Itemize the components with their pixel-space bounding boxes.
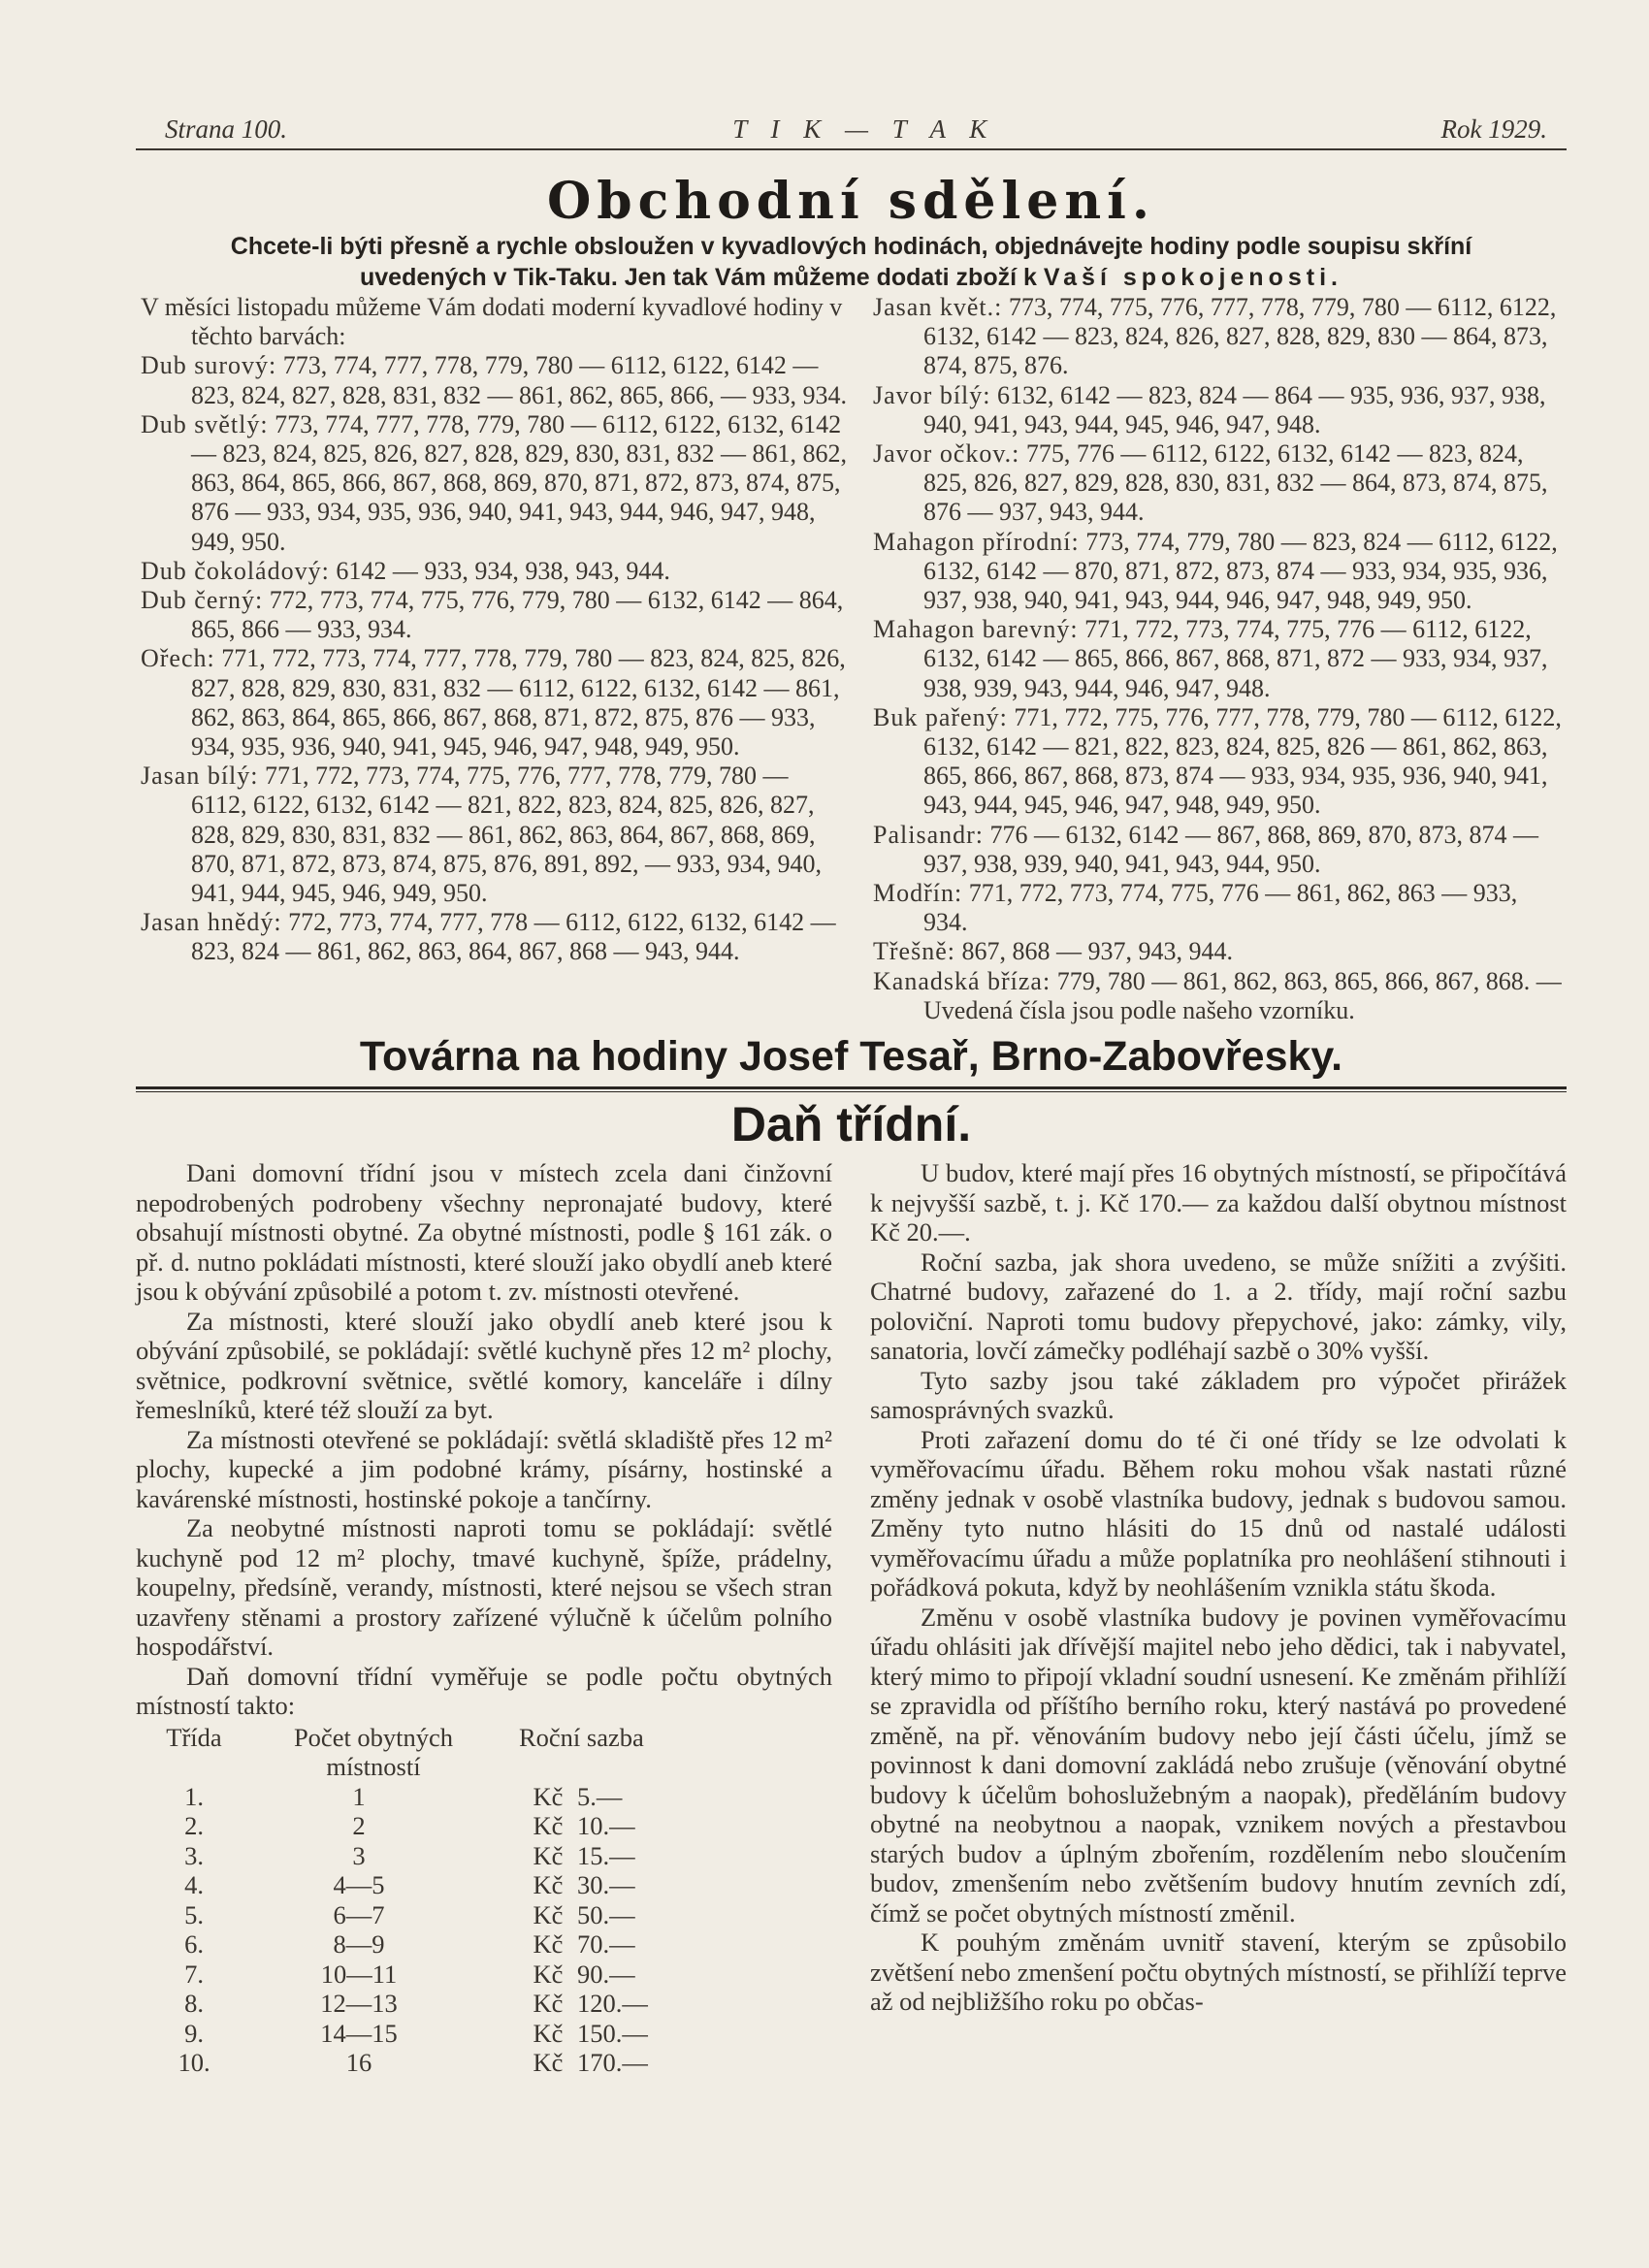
cell-rooms: 8—9 <box>333 1929 385 1960</box>
paragraph: Změnu v osobě vlastníka budovy je povinen vyměřovacímu úřadu ohlásiti jak dřívější majitel nebo jeho dědici, tak i nabyvatel, který mimo to připojí vkladní soudní usnesení. Ke změnám přihlíží se zpravidla od příštího berního roku, který nastává po provedené změně, na př. věnováním budovy nebo její části účelu, jímž se povinnost k dani domovní zakládá nebo zrušuje (věnování obytné budovy k účelům bohoslužebným a naopak), předěláním budovy obytné na neobytnou a naopak, vznikem nových a přestavbou starých budov a úplným zbořením, rozdělením nebo sloučením budov, zmenšením nebo zvětšením budovy hnutím zevních zdí, čímž se počet obytných místností změnil. <box>870 1602 1567 1928</box>
lead-line-1: Chcete-li býti přesně a rychle obsloužen v kyvadlových hodinách, objednávejte hodiny podle soupisu skříní <box>230 233 1472 260</box>
list-item <box>141 410 849 557</box>
cell-currency: Kč <box>533 2048 564 2078</box>
table-row <box>136 1811 832 1841</box>
cell-amount: 15.— <box>577 1840 635 1870</box>
tax-column-left <box>136 1158 832 2078</box>
list-item <box>873 528 1567 616</box>
entry-text: 773, 774, 777, 778, 779, 780 — 6112, 6122, 6132, 6142 — 823, 824, 825, 826, 827, 828, 829, 830, 831, 832 — 861, 862, 863, 864, 865, 866, 867, 868, 869, 870, 871, 872, 873, 874, 875, 876 — 933, 934, 935, 936, 940, 941, 943, 944, 946, 947, 948, 949, 950. <box>191 409 847 556</box>
tax-title: Daň třídní. <box>730 1097 972 1152</box>
paragraph: U budov, které mají přes 16 obytných místností, se připočítává k nejvyšší sazbě, t. j. Kč 170.— za každou další obytnou místnost Kč 20.—. <box>870 1158 1567 1247</box>
magazine-name: T I K — T A K <box>732 114 996 144</box>
entry-text: V měsíci listopadu můžeme Vám dodati moderní kyvadlové hodiny v těchto barvách: <box>141 293 843 351</box>
list-item <box>873 821 1567 879</box>
entry-text: 771, 772, 773, 774, 775, 776, 777, 778, 779, 780 — 6112, 6122, 6132, 6142 — 821, 822, 823, 824, 825, 826, 827, 828, 829, 830, 831, 832 — 861, 862, 863, 864, 867, 868, 869, 870, 871, 872, 873, 874, 875, 876, 891, 892, — 933, 934, 940, 941, 944, 945, 946, 949, 950. <box>191 761 822 908</box>
entry-name: Jasan bílý: <box>141 761 259 791</box>
list-item <box>873 937 1567 966</box>
notice-lead <box>146 231 1557 293</box>
cell-rooms: 1 <box>352 1781 366 1811</box>
cell-amount: 50.— <box>577 1899 635 1929</box>
entry-name: Jasan květ.: <box>873 293 1003 321</box>
cell-class: 5. <box>184 1899 204 1929</box>
list-item <box>141 761 849 908</box>
factory-signature: Továrna na hodiny Josef Tesař, Brno-Zabovřesky. <box>359 1033 1343 1081</box>
lead-line-2b: Vaší spokojenosti. <box>1043 264 1342 291</box>
entry-text: 773, 774, 777, 778, 779, 780 — 6112, 6122, 6142 — 823, 824, 827, 828, 831, 832 — 861, 862, 865, 866, — 933, 934. <box>191 351 847 409</box>
entry-text: 771, 772, 773, 774, 775, 776 — 6112, 6122, 6132, 6142 — 865, 866, 867, 868, 871, 872 — 933, 934, 937, 938, 939, 943, 944, 946, 947, 948. <box>923 615 1548 702</box>
cell-amount: 120.— <box>577 1989 648 2019</box>
entry-text: 773, 774, 775, 776, 777, 778, 779, 780 — 6112, 6122, 6132, 6142 — 823, 824, 826, 827, 828, 829, 830 — 864, 873, 874, 875, 876. <box>923 293 1557 380</box>
cell-class: 2. <box>184 1811 204 1841</box>
cell-rooms: 12—13 <box>320 1989 398 2019</box>
list-item <box>873 381 1567 439</box>
entry-name: Palisandr: <box>873 820 984 849</box>
list-item <box>873 967 1567 1025</box>
table-row <box>136 1989 832 2019</box>
entry-text: 779, 780 — 861, 862, 863, 865, 866, 867, 868. — Uvedená čísla jsou podle našeho vzorníku. <box>923 966 1562 1024</box>
cell-currency: Kč <box>533 1870 564 1900</box>
table-row <box>136 1841 832 1871</box>
paragraph: Za místnosti, které slouží jako obydlí aneb které jsou k obývání způsobilé, se pokládají: světlé kuchyně přes 12 m² plochy, světnice, podkrovní světnice, světlé komory, kanceláře i dílny řemeslníků, které též slouží za byt. <box>136 1306 832 1425</box>
tax-column-right <box>870 1158 1567 2078</box>
cell-currency: Kč <box>533 1989 564 2019</box>
entry-text: 772, 773, 774, 777, 778 — 6112, 6122, 6132, 6142 — 823, 824 — 861, 862, 863, 864, 867, 868 — 943, 944. <box>191 908 836 966</box>
entry-text: 771, 772, 773, 774, 775, 776 — 861, 862, 863 — 933, 934. <box>923 879 1518 937</box>
newspaper-page <box>136 114 1567 2078</box>
cell-rooms: 6—7 <box>333 1899 385 1929</box>
list-item <box>873 615 1567 703</box>
section-divider <box>136 1086 1567 1092</box>
entry-name: Javor bílý: <box>873 380 991 409</box>
cell-amount: 150.— <box>577 2018 648 2048</box>
table-row <box>136 1900 832 1930</box>
entry-text: 6142 — 933, 934, 938, 943, 944. <box>336 556 670 585</box>
cell-currency: Kč <box>533 1811 564 1841</box>
entry-name: Buk pařený: <box>873 702 1008 731</box>
cell-rooms: 10—11 <box>320 1959 398 1989</box>
table-row <box>136 2019 832 2049</box>
page-number: Strana 100. <box>165 114 288 144</box>
list-item <box>141 557 849 586</box>
cell-currency: Kč <box>533 1899 564 1929</box>
paragraph: Za místnosti otevřené se pokládají: světlá skladiště přes 12 m² plochy, kupecké a jim podobné krámy, písárny, hostinské a kavárenské místnosti, hostinské pokoje a tančírny. <box>136 1424 832 1513</box>
notice-title: Obchodní sdělení. <box>546 172 1156 231</box>
year: Rok 1929. <box>1440 114 1547 144</box>
entry-text: 6132, 6142 — 823, 824 — 864 — 935, 936, 937, 938, 940, 941, 943, 944, 945, 946, 947, 948. <box>923 380 1546 438</box>
cell-class: 3. <box>184 1840 204 1870</box>
entry-text: 775, 776 — 6112, 6122, 6132, 6142 — 823, 824, 825, 826, 827, 829, 828, 830, 831, 832 — 864, 873, 874, 875, 876 — 937, 943, 944. <box>923 439 1548 527</box>
entry-name: Kanadská bříza: <box>873 966 1051 995</box>
color-list-right <box>873 293 1567 1025</box>
table-row <box>136 2048 832 2078</box>
cell-amount: 90.— <box>577 1959 635 1989</box>
table-row <box>136 1782 832 1812</box>
cell-amount: 70.— <box>577 1929 635 1960</box>
col-header-class: Třída <box>166 1722 222 1752</box>
cell-class: 10. <box>178 2048 210 2078</box>
cell-currency: Kč <box>533 1959 564 1989</box>
entry-text: 771, 772, 775, 776, 777, 778, 779, 780 — 6112, 6122, 6132, 6142 — 821, 822, 823, 824, 825, 826 — 861, 862, 863, 865, 866, 867, 868, 873, 874 — 933, 934, 935, 936, 940, 941, 943, 944, 945, 946, 947, 948, 949, 950. <box>923 702 1562 820</box>
col-header-rate: Roční sazba <box>519 1722 644 1752</box>
cell-rooms: 4—5 <box>333 1870 385 1900</box>
paragraph: Daň domovní třídní vyměřuje se podle počtu obytných místností takto: <box>136 1661 832 1721</box>
cell-currency: Kč <box>533 1840 564 1870</box>
lead-line-2a: uvedených v Tik-Taku. Jen tak Vám můžeme dodati zboží k <box>360 264 1037 291</box>
cell-class: 8. <box>184 1989 204 2019</box>
entry-name: Dub světlý: <box>141 409 269 438</box>
entry-name: Modřín: <box>873 879 963 908</box>
list-item <box>873 293 1567 381</box>
paragraph: Tyto sazby jsou také základem pro výpočet přirážek samosprávných svazků. <box>870 1365 1567 1425</box>
cell-rooms: 2 <box>352 1811 366 1841</box>
table-row <box>136 1929 832 1960</box>
entry-text: 773, 774, 779, 780 — 823, 824 — 6112, 6122, 6132, 6142 — 870, 871, 872, 873, 874 — 933, 934, 935, 936, 937, 938, 940, 941, 943, 944, 946, 947, 948, 949, 950. <box>923 527 1558 615</box>
entry-text: 772, 773, 774, 775, 776, 779, 780 — 6132, 6142 — 864, 865, 866 — 933, 934. <box>191 586 844 644</box>
list-item <box>873 439 1567 528</box>
paragraph: K pouhým změnám uvnitř stavení, kterým se způsobilo zvětšení nebo zmenšení počtu obytných místností, se přihlíží teprve až od nejbližšího roku po občas- <box>870 1928 1567 2017</box>
cell-currency: Kč <box>533 2018 564 2048</box>
list-item <box>141 908 849 966</box>
entry-name: Třešně: <box>873 937 955 966</box>
entry-name: Mahagon barevný: <box>873 615 1079 644</box>
table-row <box>136 1960 832 1990</box>
list-item <box>141 644 849 761</box>
cell-amount: 10.— <box>577 1811 635 1841</box>
cell-rooms: 16 <box>345 2048 372 2078</box>
cell-class: 9. <box>184 2018 204 2048</box>
cell-amount: 170.— <box>577 2048 648 2078</box>
cell-class: 4. <box>184 1870 204 1900</box>
cell-rooms: 3 <box>352 1840 366 1870</box>
cell-class: 7. <box>184 1959 204 1989</box>
cell-rooms: 14—15 <box>320 2018 398 2048</box>
entry-text: 867, 868 — 937, 943, 944. <box>961 937 1233 966</box>
paragraph: Proti zařazení domu do té či oné třídy se lze odvolati k vyměřovacímu úřadu. Během roku mohou však nastati různé změny jednak v osobě vlastníka budovy, jednak s budovou samou. Změny tyto nutno hlásiti do 15 dnů od nastalé události vyměřovacímu úřadu a může poplatníka pro neohlášení stihnouti i pořádková pokuta, když by neohlášením vznikla státu škoda. <box>870 1424 1567 1603</box>
entry-text: 776 — 6132, 6142 — 867, 868, 869, 870, 873, 874 — 937, 938, 939, 940, 941, 943, 944, 950. <box>923 820 1538 878</box>
entry-name: Dub surový: <box>141 351 277 380</box>
color-lists <box>136 293 1567 1025</box>
paragraph: Dani domovní třídní jsou v místech zcela dani činžovní nepodrobených podrobeny všechny nepronajaté budovy, které obsahují místnosti obytné. Za obytné místnosti, podle § 161 zák. o př. d. nutno pokládati místnosti, které slouží jako obydlí aneb které jsou k obývání způsobilé a potom t. zv. místnosti otevřené. <box>136 1158 832 1307</box>
list-item <box>141 586 849 644</box>
list-item <box>141 293 849 351</box>
entry-name: Dub čokoládový: <box>141 556 330 585</box>
rate-table-header <box>136 1723 832 1782</box>
running-head <box>136 114 1567 150</box>
entry-name: Ořech: <box>141 644 215 673</box>
entry-text: 771, 772, 773, 774, 777, 778, 779, 780 — 823, 824, 825, 826, 827, 828, 829, 830, 831, 832 — 6112, 6122, 6132, 6142 — 861, 862, 863, 864, 865, 866, 867, 868, 871, 872, 875, 876 — 933, 934, 935, 936, 940, 941, 945, 946, 947, 948, 949, 950. <box>191 644 846 761</box>
rate-table <box>136 1723 832 2078</box>
list-item <box>873 703 1567 821</box>
col-header-rooms: Počet obytných místností <box>293 1722 454 1782</box>
entry-name: Mahagon přírodní: <box>873 527 1080 556</box>
entry-name: Jasan hnědý: <box>141 908 282 937</box>
cell-amount: 30.— <box>577 1870 635 1900</box>
cell-class: 1. <box>184 1781 204 1811</box>
entry-name: Javor očkov.: <box>873 439 1020 469</box>
cell-currency: Kč <box>533 1929 564 1960</box>
cell-class: 6. <box>184 1929 204 1960</box>
paragraph: Za neobytné místnosti naproti tomu se pokládají: světlé kuchyně pod 12 m² plochy, tmavé kuchyně, špíže, prádelny, koupelny, předsíně, verandy, místnosti, které nejsou se všech stran uzavřeny stěnami a prostory zařízené výlučně k účelům polního hospodářství. <box>136 1513 832 1662</box>
entry-name: Dub černý: <box>141 586 264 615</box>
color-list-left <box>136 293 849 1025</box>
lead-line-2 <box>146 262 1557 293</box>
paragraph: Roční sazba, jak shora uvedeno, se může snížiti a zvýšiti. Chatrné budovy, zařazené do 1. a 2. třídy, mají roční sazbu poloviční. Naproti tomu budovy přepychové, jako: zámky, vily, sanatoria, lovčí zámečky podléhají sazbě o 30% vyšší. <box>870 1247 1567 1366</box>
table-row <box>136 1870 832 1900</box>
cell-currency: Kč <box>533 1781 564 1811</box>
tax-article <box>136 1158 1567 2078</box>
list-item <box>141 351 849 409</box>
list-item <box>873 879 1567 937</box>
cell-amount: 5.— <box>577 1781 623 1811</box>
